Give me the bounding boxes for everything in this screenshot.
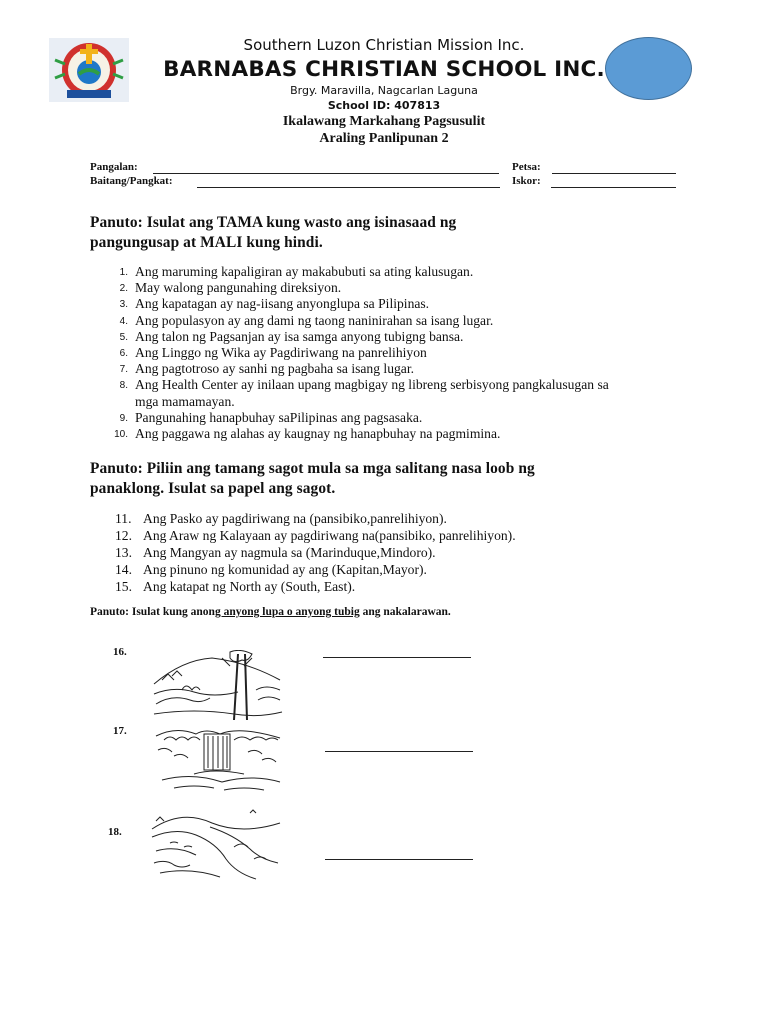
question-text: Ang pagtotroso ay sanhi ng pagbaha sa isang lugar. (135, 361, 414, 377)
item-number-17: 17. (113, 725, 127, 737)
part2-instruction-line2: panaklong. Isulat sa papel ang sagot. (90, 480, 336, 497)
question-number: 11. (115, 511, 132, 526)
item-number-18: 18. (108, 826, 122, 838)
part2-question-list (115, 510, 675, 595)
question-item (115, 578, 675, 595)
part1-instruction-line2: pangungusap at MALI kung hindi. (90, 234, 323, 251)
date-label: Petsa: (512, 161, 541, 173)
question-text: Pangunahing hanapbuhay saPilipinas ang pagsasaka. (135, 409, 423, 425)
question-text: Ang maruming kapaligiran ay makabubuti sa ating kalusugan. (135, 264, 474, 279)
part1-instruction-line1: Panuto: Isulat ang TAMA kung wasto ang isinasaad ng (90, 214, 457, 231)
name-input-line[interactable] (153, 163, 499, 174)
question-text: Ang paggawa ng alahas ay kaugnay ng hanapbuhay na pagmimina. (135, 426, 501, 442)
question-item (110, 410, 630, 426)
subject-title: Araling Panlipunan 2 (319, 131, 449, 146)
question-text: Ang kapatagan ay nag-iisang anyonglupa sa Pilipinas. (135, 296, 430, 312)
answer-line-16[interactable] (323, 657, 471, 658)
question-number: 1. (119, 267, 128, 278)
organization-name: Southern Luzon Christian Mission Inc. (243, 36, 525, 54)
exam-title: Ikalawang Markahang Pagsusulit (282, 114, 486, 129)
question-item (110, 426, 630, 442)
question-number: 15. (115, 579, 132, 594)
question-number: 4. (119, 315, 128, 327)
question-text: May walong pangunahing direksiyon. (135, 280, 342, 296)
question-item (110, 296, 630, 312)
grade-label: Baitang/Pangkat: (90, 175, 173, 187)
hills-valley-picture (150, 807, 282, 883)
question-number: 6. (119, 348, 128, 360)
part2-instruction (90, 459, 700, 499)
question-number: 9. (119, 412, 128, 424)
date-input-line[interactable] (552, 163, 676, 174)
question-item (115, 510, 675, 527)
question-number: 8. (119, 380, 128, 392)
school-address: Brgy. Maravilla, Nagcarlan Laguna (290, 84, 478, 97)
question-item (110, 329, 630, 345)
part1-question-list (110, 264, 630, 442)
name-label: Pangalan: (90, 161, 138, 173)
name-field (90, 161, 138, 173)
answer-line-17[interactable] (325, 751, 473, 752)
question-text: Ang Health Center ay inilaan upang magbigay ng libreng serbisyong pangkalusugan sa mga mamamayan. (135, 377, 609, 409)
waterfall-picture (154, 726, 284, 796)
part3-instruction (90, 606, 451, 618)
question-text: Ang Pasko ay pagdiriwang na (pansibiko,panrelihiyon). (143, 511, 447, 526)
school-name: BARNABAS CHRISTIAN SCHOOL INC. (163, 57, 605, 82)
grade-input-line[interactable] (197, 177, 500, 188)
mountain-trees-picture (152, 650, 284, 720)
question-text: Ang Linggo ng Wika ay Pagdiriwang na panrelihiyon (135, 345, 427, 361)
part2-instruction-line1: Panuto: Piliin ang tamang sagot mula sa mga salitang nasa loob ng (90, 460, 535, 477)
question-text: Ang pinuno ng komunidad ay ang (Kapitan,Mayor). (143, 562, 427, 577)
question-number: 10. (114, 429, 128, 441)
question-item (110, 313, 630, 329)
item-number-16: 16. (113, 646, 127, 658)
question-text: Ang populasyon ay ang dami ng taong naninirahan sa isang lugar. (135, 312, 494, 328)
question-text: Ang talon ng Pagsanjan ay isa samga anyong tubigng bansa. (135, 328, 464, 344)
question-item (115, 561, 675, 578)
question-item (110, 345, 630, 361)
question-text: Ang Mangyan ay nagmula sa (Marinduque,Mindoro). (143, 545, 436, 560)
question-number: 5. (119, 331, 128, 343)
question-item (115, 527, 675, 544)
question-number: 14. (115, 562, 132, 577)
part3-instruction-prefix: Panuto: Isulat kung anon (90, 606, 215, 618)
question-number: 2. (119, 283, 128, 295)
question-item (110, 377, 620, 409)
answer-line-18[interactable] (325, 859, 473, 860)
question-number: 7. (119, 364, 128, 376)
school-id: School ID: 407813 (327, 99, 441, 112)
question-item (110, 361, 630, 377)
score-input-line[interactable] (551, 177, 676, 188)
question-item (110, 280, 630, 296)
part3-instruction-underlined: g anyong lupa o anyong tubig (214, 606, 360, 618)
question-number: 3. (119, 299, 128, 311)
part1-instruction (90, 213, 690, 253)
question-item (110, 264, 630, 280)
part3-instruction-suffix: ang nakalarawan. (359, 606, 451, 618)
question-item (115, 544, 675, 561)
question-number: 12. (115, 528, 132, 543)
question-number: 13. (115, 545, 132, 560)
question-text: Ang katapat ng North ay (South, East). (143, 579, 356, 594)
score-label: Iskor: (512, 175, 541, 187)
question-text: Ang Araw ng Kalayaan ay pagdiriwang na(pansibiko, panrelihiyon). (143, 528, 516, 543)
